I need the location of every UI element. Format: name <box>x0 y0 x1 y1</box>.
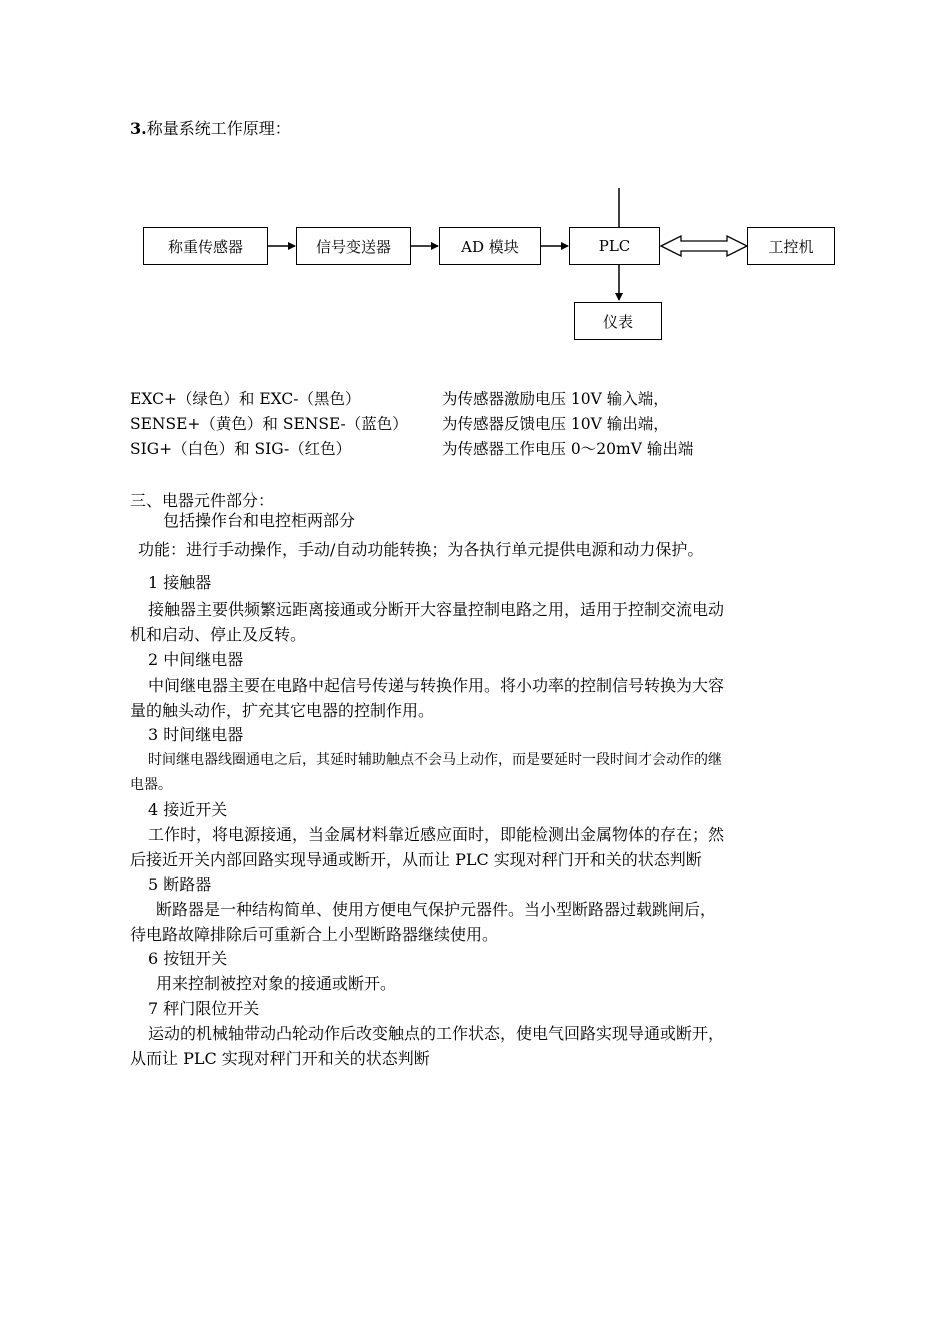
item-title-button-switch: 6 按钮开关 <box>148 949 228 968</box>
item-title-circuit-breaker: 5 断路器 <box>148 875 212 894</box>
signal-wires-1: SENSE+（黄色）和 SENSE-（蓝色） <box>130 415 408 433</box>
item-text-line: 运动的机械轴带动凸轮动作后改变触点的工作状态，使电气回路实现导通或断开， <box>148 1024 725 1043</box>
box-label: 工控机 <box>768 237 814 256</box>
box-meter <box>574 302 662 340</box>
item-text-line: 断路器是一种结构简单、使用方便电气保护元器件。当小型断路器过载跳闸后， <box>156 900 717 919</box>
section-intro: 包括操作台和电控柜两部分 <box>163 511 356 530</box>
box-plc <box>569 227 660 265</box>
item-title-time-relay: 3 时间继电器 <box>148 725 244 744</box>
item-text-line: 待电路故障排除后可重新合上小型断路器继续使用。 <box>130 925 499 944</box>
signal-desc-1: 为传感器反馈电压 10V 输出端， <box>442 415 669 433</box>
item-text-line: 工作时，将电源接通，当金属材料靠近感应面时，即能检测出金属物体的存在；然 <box>148 825 725 844</box>
section-function: 功能：进行手动操作，手动/自动功能转换；为各执行单元提供电源和动力保护。 <box>138 540 704 559</box>
heading-number: 3. <box>130 119 147 138</box>
signal-wires-0: EXC+（绿色）和 EXC-（黑色） <box>130 390 361 408</box>
item-text-line: 用来控制被控对象的接通或断开。 <box>156 974 397 993</box>
box-weighing-sensor <box>143 227 268 265</box>
item-title-limit-switch: 7 秤门限位开关 <box>148 999 260 1018</box>
heading-title: 称量系统工作原理： <box>146 119 291 138</box>
box-label: 信号变送器 <box>315 237 391 256</box>
box-signal-transmitter <box>296 227 411 265</box>
item-text-line: 电器。 <box>130 777 172 793</box>
block-diagram <box>0 0 950 360</box>
item-text-line: 接触器主要供频繁远距离接通或分断开大容量控制电路之用，适用于控制交流电动 <box>148 600 725 619</box>
item-text-line: 中间继电器主要在电路中起信号传递与转换作用。将小功率的控制信号转换为大容 <box>148 676 725 695</box>
double-arrow-plc-ipc <box>661 236 747 256</box>
box-ad-module <box>439 227 541 265</box>
signal-desc-2: 为传感器工作电压 0～20mV 输出端 <box>442 440 694 458</box>
item-text-line: 从而让 PLC 实现对秤门开和关的状态判断 <box>130 1049 430 1068</box>
box-label: PLC <box>598 237 631 255</box>
item-title-proximity-switch: 4 接近开关 <box>148 800 228 819</box>
item-text-line: 时间继电器线圈通电之后，其延时辅助触点不会马上动作，而是要延时一段时间才会动作的继 <box>148 752 722 768</box>
item-text-line: 机和启动、停止及反转。 <box>130 625 307 644</box>
item-text-line: 后接近开关内部回路实现导通或断开，从而让 PLC 实现对秤门开和关的状态判断 <box>130 850 702 869</box>
box-label: AD 模块 <box>461 237 519 256</box>
item-text-line: 量的触头动作，扩充其它电器的控制作用。 <box>130 701 435 720</box>
box-industrial-pc <box>747 227 835 265</box>
section-title: 三、电器元件部分： <box>130 491 275 510</box>
item-title-contactor: 1 接触器 <box>148 573 212 592</box>
signal-wires-2: SIG+（白色）和 SIG-（红色） <box>130 440 352 458</box>
signal-desc-0: 为传感器激励电压 10V 输入端， <box>442 390 669 408</box>
item-title-intermediate-relay: 2 中间继电器 <box>148 650 244 669</box>
box-label: 称重传感器 <box>167 237 243 256</box>
box-label: 仪表 <box>602 312 633 331</box>
